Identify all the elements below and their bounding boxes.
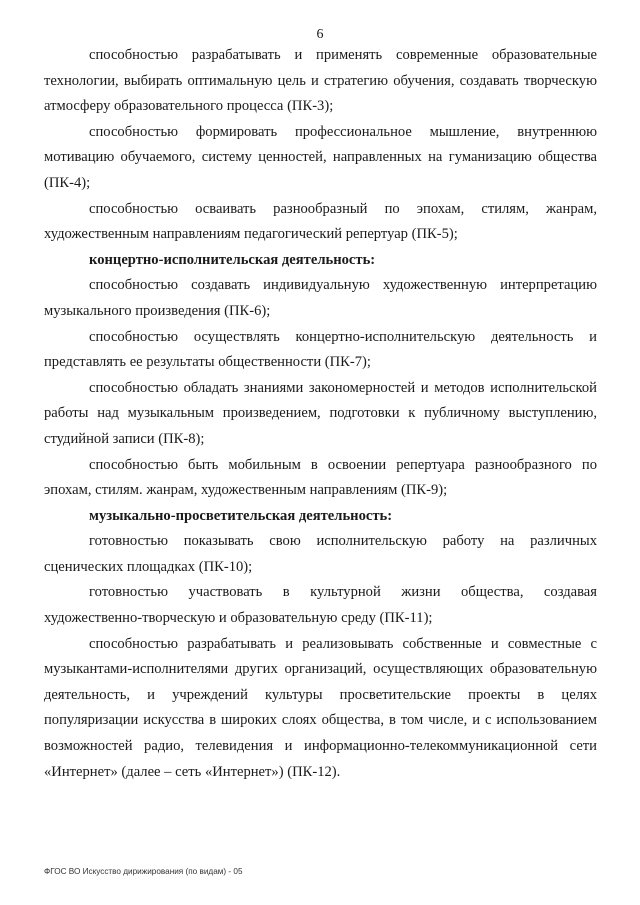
- section-heading-education: музыкально-просветительская деятельность:: [89, 507, 393, 524]
- competency-pk-5: способностью осваивать разнообразный по эпохам, стилям, жанрам, художественным направлениям педагогический репертуар (ПК-5);: [44, 200, 597, 243]
- competency-pk-4: способностью формировать профессиональное мышление, внутреннюю мотивацию обучаемого, систему ценностей, направленных на гуманизацию общества (ПК-4);: [44, 123, 597, 191]
- competency-pk-12: способностью разрабатывать и реализовывать собственные и совместные с музыкантами-исполнителями других организаций, осуществляющих образовательную деятельность, и учреждений культуры просветительские проекты в целях популяризации искусства в широких слоях общества, в том числе, и с использованием возможностей радио, телевидения и информационно-телекоммуникационной сети «Интернет» (далее – сеть «Интернет») (ПК-12).: [44, 635, 597, 780]
- competency-pk-7: способностью осуществлять концертно-исполнительскую деятельность и представлять ее результаты общественности (ПК-7);: [44, 328, 597, 371]
- document-body: [44, 43, 597, 785]
- competency-pk-9: способностью быть мобильным в освоении репертуара разнообразного по эпохам, стилям. жанрам, художественным направлениям (ПК-9);: [44, 456, 597, 499]
- competency-pk-6: способностью создавать индивидуальную художественную интерпретацию музыкального произведения (ПК-6);: [44, 277, 597, 319]
- competency-pk-10: готовностью показывать свою исполнительскую работу на различных сценических площадках (ПК-10);: [44, 533, 597, 575]
- competency-pk-3: способностью разрабатывать и применять современные образовательные технологии, выбирать оптимальную цель и стратегию обучения, создавать творческую атмосферу образовательного процесса (ПК-3);: [44, 47, 597, 115]
- section-heading-concert: концертно-исполнительская деятельность:: [89, 251, 376, 268]
- competency-pk-8: способностью обладать знаниями закономерностей и методов исполнительской работы над музыкальным произведением, подготовки к публичному выступлению, студийной записи (ПК-8);: [44, 379, 597, 447]
- page-number: 6: [316, 27, 324, 42]
- document-footer: ФГОС ВО Искусство дирижирования (по видам) - 05: [44, 867, 243, 876]
- competency-pk-11: готовностью участвовать в культурной жизни общества, создавая художественно-творческую и образовательную среду (ПК-11);: [44, 584, 597, 627]
